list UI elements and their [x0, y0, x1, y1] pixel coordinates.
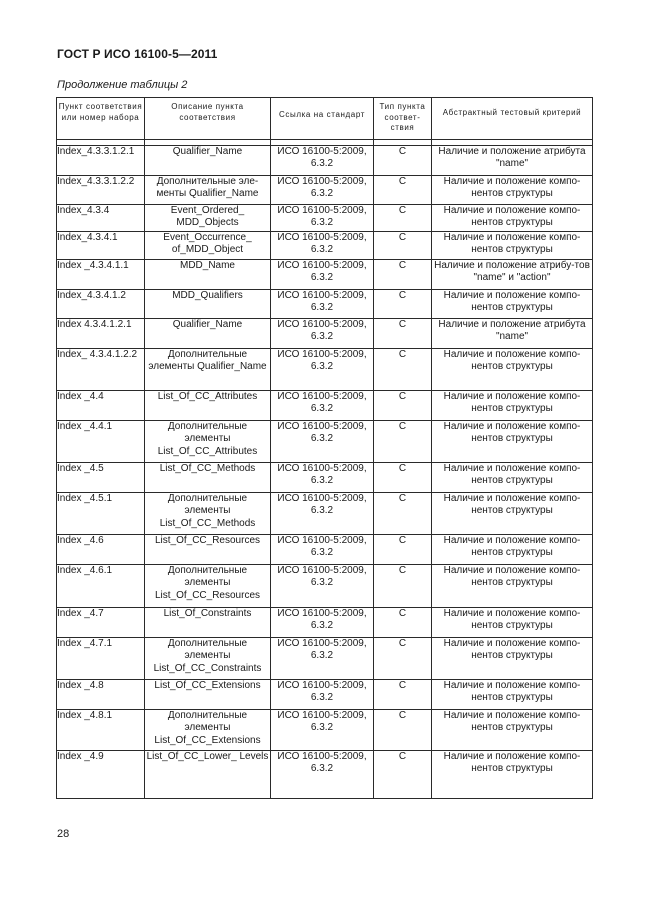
table-row — [57, 290, 593, 319]
cell-reference: ИСО 16100-5:2009, 6.3.2 — [271, 391, 374, 421]
cell-description: Дополнительные элементы List_Of_CC_Resources — [145, 565, 271, 608]
cell-criterion: Наличие и положение компо-нентов структуры — [432, 680, 593, 710]
cell-type: C — [374, 176, 432, 205]
cell-type: C — [374, 290, 432, 319]
table-row — [57, 260, 593, 290]
cell-index: Index 4.3.4.1.2.1 — [57, 319, 145, 349]
cell-reference: ИСО 16100-5:2009, 6.3.2 — [271, 638, 374, 680]
cell-description: MDD_Name — [145, 260, 271, 290]
table-row — [57, 391, 593, 421]
cell-index: Index_4.3.4 — [57, 205, 145, 232]
cell-index: Index _4.5 — [57, 463, 145, 493]
cell-type: C — [374, 710, 432, 751]
cell-type: C — [374, 493, 432, 535]
cell-index: Index_4.3.4.1 — [57, 232, 145, 260]
cell-criterion: Наличие и положение компо-нентов структуры — [432, 391, 593, 421]
cell-type: C — [374, 205, 432, 232]
cell-type: C — [374, 391, 432, 421]
cell-description: Дополнительные элементы List_Of_CC_Attributes — [145, 421, 271, 463]
cell-type: C — [374, 565, 432, 608]
table-caption: Продолжение таблицы 2 — [57, 79, 188, 91]
cell-reference: ИСО 16100-5:2009, 6.3.2 — [271, 349, 374, 391]
cell-type: C — [374, 232, 432, 260]
table-row — [57, 232, 593, 260]
cell-criterion: Наличие и положение компо-нентов структуры — [432, 205, 593, 232]
cell-index: Index_4.3.4.1.2 — [57, 290, 145, 319]
cell-criterion: Наличие и положение компо-нентов структуры — [432, 638, 593, 680]
cell-reference: ИСО 16100-5:2009, 6.3.2 — [271, 176, 374, 205]
cell-index: Index_4.3.3.1.2.2 — [57, 176, 145, 205]
column-header-type: Тип пункта соответ-ствия — [374, 98, 432, 140]
column-header-description: Описание пункта соответствия — [145, 98, 271, 140]
table-row — [57, 493, 593, 535]
cell-criterion: Наличие и положение компо-нентов структуры — [432, 608, 593, 638]
cell-description: Дополнительные элементы List_Of_CC_Extensions — [145, 710, 271, 751]
cell-reference: ИСО 16100-5:2009, 6.3.2 — [271, 232, 374, 260]
page-number: 28 — [57, 828, 70, 840]
cell-reference: ИСО 16100-5:2009, 6.3.2 — [271, 146, 374, 176]
column-header-criterion: Абстрактный тестовый критерий — [432, 98, 593, 140]
conformance-table — [56, 97, 593, 799]
cell-criterion: Наличие и положение компо-нентов структуры — [432, 535, 593, 565]
table-row — [57, 638, 593, 680]
cell-description: Event_Occurrence_ of_MDD_Object — [145, 232, 271, 260]
cell-description: List_Of_CC_Methods — [145, 463, 271, 493]
cell-index: Index _4.3.4.1.1 — [57, 260, 145, 290]
cell-reference: ИСО 16100-5:2009, 6.3.2 — [271, 680, 374, 710]
cell-index: Index _4.7.1 — [57, 638, 145, 680]
table-row — [57, 319, 593, 349]
cell-criterion: Наличие и положение компо-нентов структуры — [432, 710, 593, 751]
cell-type: C — [374, 680, 432, 710]
cell-index: Index _4.8 — [57, 680, 145, 710]
cell-type: C — [374, 608, 432, 638]
table-row — [57, 463, 593, 493]
table-header-row — [57, 98, 593, 140]
cell-reference: ИСО 16100-5:2009, 6.3.2 — [271, 608, 374, 638]
cell-type: C — [374, 349, 432, 391]
cell-index: Index _4.4 — [57, 391, 145, 421]
cell-criterion: Наличие и положение атрибута "name" — [432, 146, 593, 176]
cell-criterion: Наличие и положение компо-нентов структуры — [432, 565, 593, 608]
cell-reference: ИСО 16100-5:2009, 6.3.2 — [271, 421, 374, 463]
cell-reference: ИСО 16100-5:2009, 6.3.2 — [271, 565, 374, 608]
cell-type: C — [374, 463, 432, 493]
table-row — [57, 205, 593, 232]
cell-description: Qualifier_Name — [145, 146, 271, 176]
table-row — [57, 565, 593, 608]
cell-criterion: Наличие и положение компо-нентов структуры — [432, 463, 593, 493]
cell-index: Index _4.9 — [57, 751, 145, 799]
cell-reference: ИСО 16100-5:2009, 6.3.2 — [271, 751, 374, 799]
cell-criterion: Наличие и положение атрибута "name" — [432, 319, 593, 349]
cell-description: Дополнительные элементы List_Of_CC_Constraints — [145, 638, 271, 680]
cell-criterion: Наличие и положение компо-нентов структуры — [432, 421, 593, 463]
cell-reference: ИСО 16100-5:2009, 6.3.2 — [271, 290, 374, 319]
cell-type: C — [374, 260, 432, 290]
table-row — [57, 146, 593, 176]
cell-index: Index _4.5.1 — [57, 493, 145, 535]
cell-type: C — [374, 421, 432, 463]
cell-reference: ИСО 16100-5:2009, 6.3.2 — [271, 319, 374, 349]
cell-reference: ИСО 16100-5:2009, 6.3.2 — [271, 493, 374, 535]
column-header-reference: Ссылка на стандарт — [271, 98, 374, 140]
table-row — [57, 751, 593, 799]
cell-reference: ИСО 16100-5:2009, 6.3.2 — [271, 205, 374, 232]
cell-criterion: Наличие и положение атрибу-тов "name" и "action" — [432, 260, 593, 290]
cell-description: Дополнительные элементы List_Of_CC_Methods — [145, 493, 271, 535]
cell-description: List_Of_CC_Lower_ Levels — [145, 751, 271, 799]
cell-type: C — [374, 638, 432, 680]
cell-reference: ИСО 16100-5:2009, 6.3.2 — [271, 260, 374, 290]
cell-type: C — [374, 751, 432, 799]
column-header-index: Пункт соответствия или номер набора — [57, 98, 145, 140]
cell-reference: ИСО 16100-5:2009, 6.3.2 — [271, 535, 374, 565]
cell-description: List_Of_CC_Extensions — [145, 680, 271, 710]
cell-index: Index_4.3.3.1.2.1 — [57, 146, 145, 176]
cell-description: Qualifier_Name — [145, 319, 271, 349]
table-row — [57, 680, 593, 710]
cell-type: C — [374, 146, 432, 176]
cell-description: Event_Ordered_ MDD_Objects — [145, 205, 271, 232]
table-row — [57, 421, 593, 463]
cell-index: Index _4.8.1 — [57, 710, 145, 751]
cell-criterion: Наличие и положение компо-нентов структуры — [432, 176, 593, 205]
cell-criterion: Наличие и положение компо-нентов структуры — [432, 493, 593, 535]
cell-criterion: Наличие и положение компо-нентов структуры — [432, 232, 593, 260]
cell-criterion: Наличие и положение компо-нентов структуры — [432, 751, 593, 799]
table-row — [57, 535, 593, 565]
table-row — [57, 176, 593, 205]
table-row — [57, 710, 593, 751]
cell-description: List_Of_Constraints — [145, 608, 271, 638]
cell-criterion: Наличие и положение компо-нентов структуры — [432, 290, 593, 319]
cell-index: Index _4.6 — [57, 535, 145, 565]
cell-reference: ИСО 16100-5:2009, 6.3.2 — [271, 463, 374, 493]
cell-index: Index _4.6.1 — [57, 565, 145, 608]
cell-type: C — [374, 535, 432, 565]
table-row — [57, 608, 593, 638]
table-row — [57, 349, 593, 391]
cell-description: MDD_Qualifiers — [145, 290, 271, 319]
cell-criterion: Наличие и положение компо-нентов структуры — [432, 349, 593, 391]
cell-index: Index _4.4.1 — [57, 421, 145, 463]
cell-description: List_Of_CC_Resources — [145, 535, 271, 565]
cell-type: C — [374, 319, 432, 349]
cell-index: Index _4.7 — [57, 608, 145, 638]
cell-description: Дополнительные эле-менты Qualifier_Name — [145, 176, 271, 205]
cell-reference: ИСО 16100-5:2009, 6.3.2 — [271, 710, 374, 751]
cell-description: List_Of_CC_Attributes — [145, 391, 271, 421]
table-body — [57, 140, 593, 799]
cell-index: Index_ 4.3.4.1.2.2 — [57, 349, 145, 391]
cell-description: Дополнительные элементы Qualifier_Name — [145, 349, 271, 391]
document-header: ГОСТ Р ИСО 16100-5—2011 — [57, 47, 218, 61]
